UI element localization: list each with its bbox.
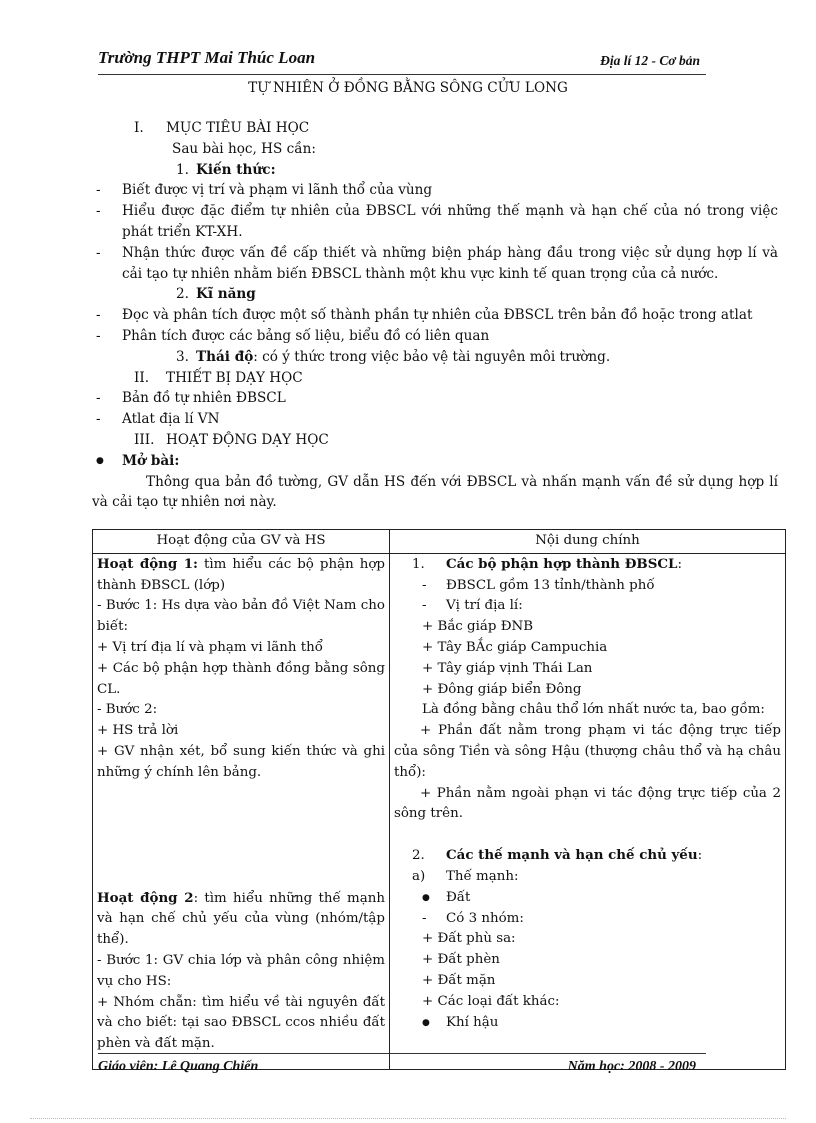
- left-cell: [93, 553, 390, 1069]
- activity-2: Hoạt động 2: tìm hiểu những thế mạnh và hạn chế chủ yếu của vùng (nhóm/tập thể).: [97, 889, 385, 948]
- text-line: + HS trả lời: [97, 723, 179, 739]
- content-2-heading: 2. Các thế mạnh và hạn chế chủ yếu:: [412, 847, 703, 864]
- skills-list: [92, 305, 778, 347]
- knowledge-heading: 1. Kiến thức:: [176, 161, 276, 178]
- footer-rule: [98, 1053, 706, 1054]
- list-item: - Hiểu được đặc điểm tự nhiên của ĐBSCL với những thế mạnh và hạn chế của nó trong việc phát triển KT-XH.: [92, 201, 778, 243]
- list-item: + Tây giáp vịnh Thái Lan: [422, 660, 593, 676]
- activity-table: [92, 529, 786, 1070]
- table-header-content: Nội dung chính: [390, 530, 786, 554]
- text-line: - Bước 2:: [97, 702, 158, 718]
- list-item: - Biết được vị trí và phạm vi lãnh thổ của vùng: [92, 180, 778, 201]
- lesson-body: [92, 118, 778, 513]
- list-item: - Bản đồ tự nhiên ĐBSCL: [92, 388, 778, 409]
- equipment-list: [92, 388, 778, 430]
- list-item: - Vị trí địa lí:: [394, 596, 781, 617]
- teacher-name: Giáo viên: Lê Quang Chiến: [98, 1059, 259, 1074]
- list-item: + Đất phèn: [422, 952, 500, 968]
- opening-heading: ● Mở bài:: [92, 451, 778, 472]
- list-item: + Phần nằm ngoài phạn vi tác động trực tiếp của 2 sông trên.: [394, 785, 781, 822]
- text-line: + GV nhận xét, bổ sung kiến thức và ghi những ý chính lên bảng.: [97, 743, 385, 780]
- list-item: + Phần đất nằm trong phạm vi tác động trực tiếp của sông Tiền và sông Hậu (thượng châu thổ và hạ châu thổ):: [394, 723, 781, 780]
- school-name: Trường THPT Mai Thúc Loan: [98, 48, 316, 67]
- list-item: Là đồng bằng châu thổ lớn nhất nước ta, bao gồm:: [422, 702, 765, 718]
- knowledge-list: [92, 180, 778, 284]
- list-item: + Đông giáp biển Đông: [422, 681, 582, 697]
- text-line: + Nhóm chẵn: tìm hiểu về tài nguyên đất và cho biết: tại sao ĐBSCL ccos nhiều đất phèn và đất mặn.: [97, 994, 385, 1052]
- list-item: a) Thế mạnh:: [412, 868, 519, 884]
- section-equipment: II. THIẾT BỊ DẠY HỌC: [134, 369, 303, 386]
- page-header: [98, 48, 706, 74]
- right-cell: [390, 553, 786, 1069]
- list-item: + Bắc giáp ĐNB: [422, 619, 534, 635]
- list-item: - Nhận thức được vấn đề cấp thiết và những biện pháp hàng đầu trong việc sử dụng hợp lí và cải tạo tự nhiên nhằm biến ĐBSCL thành một khu vực kinh tế quan trọng của cả nước.: [92, 243, 778, 285]
- section-activities: III. HOẠT ĐỘNG DẠY HỌC: [134, 431, 329, 448]
- activity-1: Hoạt động 1: tìm hiểu các bộ phận hợp thành ĐBSCL (lớp): [97, 555, 385, 593]
- text-line: - Bước 1: Hs dựa vào bản đồ Việt Nam cho biết:: [97, 598, 385, 635]
- text-line: - Bước 1: GV chia lớp và phân công nhiệm vụ cho HS:: [97, 952, 385, 989]
- list-item: - ĐBSCL gồm 13 tỉnh/thành phố: [394, 576, 781, 597]
- table-header-activity: Hoạt động của GV và HS: [93, 530, 390, 554]
- list-item: - Có 3 nhóm:: [394, 909, 781, 930]
- header-rule: [98, 74, 706, 75]
- list-item: ● Khí hậu: [394, 1013, 781, 1034]
- page-edge: [30, 1118, 786, 1119]
- opening-text: Thông qua bản đồ tường, GV dẫn HS đến với ĐBSCL và nhấn mạnh vấn đề sử dụng hợp lí và cải tạo tự nhiên nơi này.: [92, 473, 778, 511]
- intro-text: Sau bài học, HS cần:: [172, 140, 316, 157]
- attitude-line: 3. Thái độ: có ý thức trong việc bảo vệ tài nguyên môi trường.: [176, 348, 611, 365]
- list-item: + Các loại đất khác:: [422, 993, 560, 1009]
- list-item: ● Đất: [394, 888, 781, 909]
- list-item: + Đất mặn: [422, 972, 496, 988]
- list-item: - Atlat địa lí VN: [92, 409, 778, 430]
- school-year: Năm học: 2008 - 2009: [567, 1059, 696, 1074]
- subject-label: Địa lí 12 - Cơ bản: [600, 53, 700, 68]
- section-objectives: I. MỤC TIÊU BÀI HỌC: [134, 120, 310, 136]
- skills-heading: 2. Kĩ năng: [176, 286, 256, 303]
- list-item: - Phân tích được các bảng số liệu, biểu đồ có liên quan: [92, 326, 778, 347]
- list-item: + Tây BẮc giáp Campuchia: [422, 639, 608, 655]
- text-line: + Các bộ phận hợp thành đồng bằng sông CL.: [97, 660, 385, 697]
- lesson-title: TỰ NHIÊN Ở ĐỒNG BẰNG SÔNG CỬU LONG: [248, 80, 568, 96]
- list-item: + Đất phù sa:: [422, 931, 516, 947]
- content-1-heading: 1. Các bộ phận hợp thành ĐBSCL:: [412, 555, 682, 572]
- text-line: + Vị trí địa lí và phạm vi lãnh thổ: [97, 639, 323, 655]
- list-item: - Đọc và phân tích được một số thành phần tự nhiên của ĐBSCL trên bản đồ hoặc trong atlat: [92, 305, 778, 326]
